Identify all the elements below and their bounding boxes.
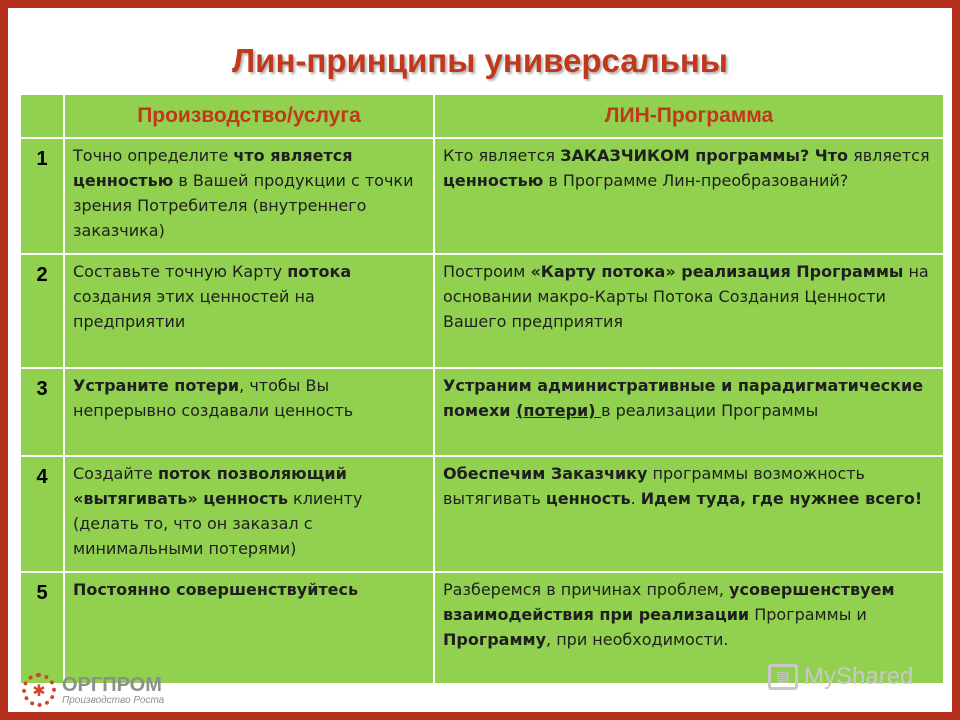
slide — [8, 8, 952, 712]
cell-text: программы возможность вытягивать — [443, 464, 865, 508]
cell-text: Программу — [443, 630, 547, 649]
lean-program-cell — [434, 254, 944, 368]
watermark-text: MyShared — [804, 663, 914, 690]
cell-text: ценность — [545, 489, 631, 508]
logo-subtitle: Производство Роста — [62, 694, 165, 706]
cell-text: Создайте — [73, 464, 158, 483]
production-cell — [64, 254, 434, 368]
cell-text: Составьте точную Карту — [73, 262, 288, 281]
logo-name: ОРГПРОМ — [62, 673, 162, 696]
cell-text: , чтобы Вы непрерывно создавали ценность — [73, 376, 354, 420]
production-cell — [64, 572, 434, 684]
table-row — [20, 138, 944, 254]
gear-person-icon: ✱ — [22, 673, 56, 707]
principles-table — [20, 94, 944, 684]
row-number: 5 — [20, 572, 64, 684]
cell-text: на основании макро-Карты Потока Создания Ценности Вашего предприятия — [443, 262, 929, 331]
cell-text: Устраним административные и парадигматические помехи — [443, 376, 924, 420]
cell-text: создания этих ценностей на предприятии — [73, 287, 315, 331]
lean-program-cell — [434, 138, 944, 254]
cell-text: Обеспечим Заказчику — [443, 464, 648, 483]
cell-text: потока — [287, 262, 352, 281]
table-header-row — [20, 94, 944, 138]
table-row — [20, 456, 944, 572]
header-production: Производство/услуга — [64, 94, 434, 138]
cell-text: Кто является — [443, 146, 561, 165]
cell-text: . — [630, 489, 641, 508]
header-lean-program: ЛИН-Программа — [434, 94, 944, 138]
row-number: 1 — [20, 138, 64, 254]
production-cell — [64, 456, 434, 572]
production-cell — [64, 138, 434, 254]
cell-text: поток позволяющий «вытягивать» ценность — [73, 464, 347, 508]
slide-title: Лин-принципы универсальны — [232, 42, 728, 79]
row-number: 3 — [20, 368, 64, 456]
cell-text: (потери) — [516, 401, 602, 420]
table-row — [20, 368, 944, 456]
cell-text: Построим — [443, 262, 531, 281]
header-number — [20, 94, 64, 138]
cell-text: в реализации Программы — [601, 401, 819, 420]
cell-text: усовершенствуем взаимодействия при реализации — [443, 580, 895, 624]
orgprom-logo — [22, 670, 164, 710]
row-number: 2 — [20, 254, 64, 368]
cell-text: Идем туда, где нужнее всего! — [640, 489, 923, 508]
cell-text: Программы и — [749, 605, 867, 624]
cell-text: Устраните потери — [73, 376, 240, 395]
cell-text: является — [848, 146, 930, 165]
cell-text: , при необходимости. — [546, 630, 729, 649]
cell-text: в Программе Лин-преобразований? — [543, 171, 849, 190]
cell-text: «Карту потока» реализация Программы — [530, 262, 904, 281]
cell-text: клиенту (делать то, что он заказал с минимальными потерями) — [73, 489, 363, 558]
cell-text: ЗАКАЗЧИКОМ программы? Что — [560, 146, 848, 165]
presentation-icon: ▤ — [768, 664, 798, 690]
myshared-watermark — [768, 663, 913, 691]
cell-text: Точно определите — [73, 146, 234, 165]
production-cell — [64, 368, 434, 456]
cell-text: Постоянно совершенствуйтесь — [73, 580, 359, 599]
lean-program-cell — [434, 456, 944, 572]
cell-text: ценностью — [443, 171, 544, 190]
lean-program-cell — [434, 368, 944, 456]
cell-text: в Вашей продукции с точки зрения Потребителя (внутреннего заказчика) — [73, 171, 414, 240]
table-row — [20, 254, 944, 368]
principles-table-wrap — [20, 94, 944, 684]
cell-text: Разберемся в причинах проблем, — [443, 580, 730, 599]
row-number: 4 — [20, 456, 64, 572]
cell-text: что является ценностью — [73, 146, 353, 190]
